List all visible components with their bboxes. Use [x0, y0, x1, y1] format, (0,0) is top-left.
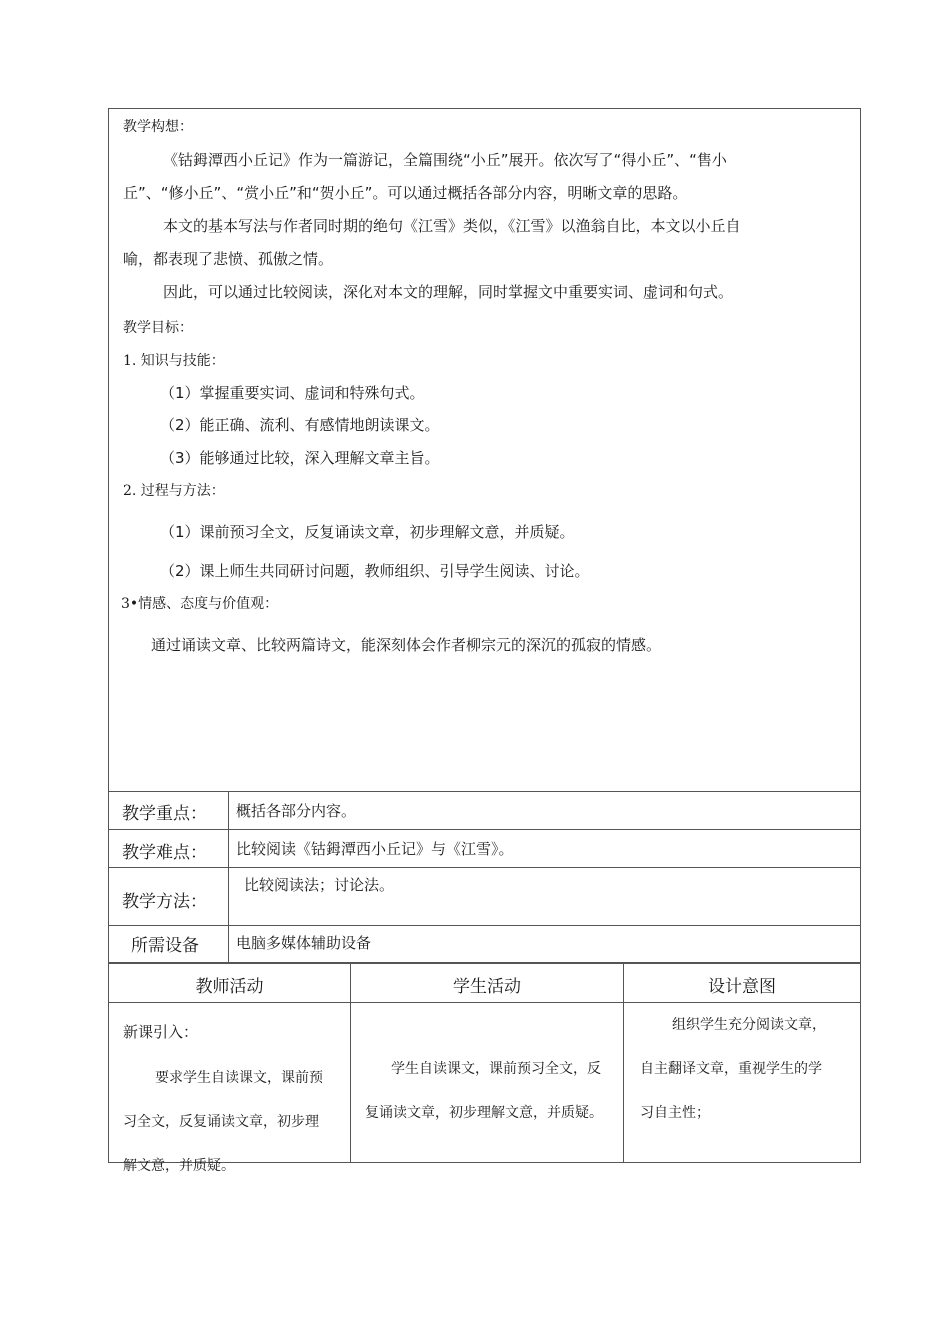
- equipment-value: 电脑多媒体辅助设备: [236, 934, 372, 952]
- row-divider: [108, 829, 861, 830]
- concept-heading: 教学构想：: [123, 119, 193, 135]
- difficulty-value: 比较阅读《钴鉧潭西小丘记》与《江雪》。: [236, 840, 514, 858]
- goal-1-item: （2）能正确、流利、有感情地朗读课文。: [160, 416, 440, 434]
- student-activity-line: 学生自读课文，课前预习全文，反: [391, 1061, 601, 1077]
- teacher-activity-line: 习全文，反复诵读文章，初步理: [123, 1114, 319, 1130]
- design-intent-header: 设计意图: [708, 977, 776, 997]
- student-activity-cell: [351, 1003, 623, 1162]
- concept-paragraph-3: 因此，可以通过比较阅读，深化对本文的理解，同时掌握文中重要实词、虚词和句式。: [163, 283, 734, 301]
- concept-paragraph-2-line-1: 本文的基本写法与作者同时期的绝句《江雪》类似，《江雪》以渔翁自比，本文以小丘自: [163, 217, 741, 235]
- goal-1-heading: 1. 知识与技能：: [123, 353, 225, 369]
- goals-heading: 教学目标：: [123, 320, 193, 336]
- concept-paragraph-1-line-2: 丘”、“修小丘”、“赏小丘”和“贺小丘”。可以通过概括各部分内容，明晰文章的思路。: [123, 184, 688, 202]
- teacher-activity-title: 新课引入：: [123, 1023, 199, 1041]
- difficulty-label: 教学难点：: [122, 843, 207, 863]
- goal-1-item: （1）掌握重要实词、虚词和特殊句式。: [160, 384, 425, 402]
- teacher-activity-header: 教师活动: [195, 977, 264, 997]
- row-divider: [108, 867, 861, 868]
- student-activity-line: 复诵读文章，初步理解文意，并质疑。: [365, 1105, 603, 1121]
- goal-1-item: （3）能够通过比较，深入理解文章主旨。: [160, 449, 440, 467]
- table-right-border: [860, 963, 861, 1163]
- design-intent-line: 组织学生充分阅读文章，: [672, 1017, 826, 1033]
- concept-paragraph-1-line-1: 《钴鉧潭西小丘记》作为一篇游记，全篇围绕“小丘”展开。依次写了“得小丘”、“售小: [163, 151, 727, 169]
- method-label: 教学方法：: [122, 892, 207, 912]
- goal-2-item: （1）课前预习全文，反复诵读文章，初步理解文意，并质疑。: [160, 523, 575, 541]
- equipment-label: 所需设备: [131, 936, 199, 956]
- goal-2-heading: 2. 过程与方法：: [123, 483, 225, 499]
- column-divider: [228, 791, 229, 963]
- equipment-label-clip: [109, 926, 227, 963]
- teacher-activity-line: 解文意，并质疑。: [123, 1158, 235, 1174]
- goal-3-heading: 3•情感、态度与价值观：: [121, 596, 279, 612]
- goal-3-text: 通过诵读文章、比较两篇诗文，能深刻体会作者柳宗元的深沉的孤寂的情感。: [151, 636, 662, 654]
- key-point-label: 教学重点：: [122, 804, 207, 824]
- design-intent-line: 习自主性；: [640, 1105, 710, 1121]
- teacher-activity-line: 要求学生自读课文，课前预: [155, 1070, 323, 1086]
- design-intent-line: 自主翻译文章，重视学生的学: [640, 1061, 822, 1077]
- row-divider: [108, 791, 861, 792]
- key-point-value: 概括各部分内容。: [236, 802, 357, 820]
- table-top-border: [108, 963, 861, 964]
- design-intent-cell: [624, 1003, 860, 1162]
- student-activity-header: 学生活动: [453, 977, 521, 997]
- goal-2-item: （2）课上师生共同研讨问题，教师组织、引导学生阅读、讨论。: [160, 562, 590, 580]
- method-value: 比较阅读法；讨论法。: [244, 876, 395, 894]
- concept-paragraph-2-line-2: 喻，都表现了悲愤、孤傲之情。: [123, 250, 334, 268]
- teacher-activity-cell: [109, 1003, 350, 1174]
